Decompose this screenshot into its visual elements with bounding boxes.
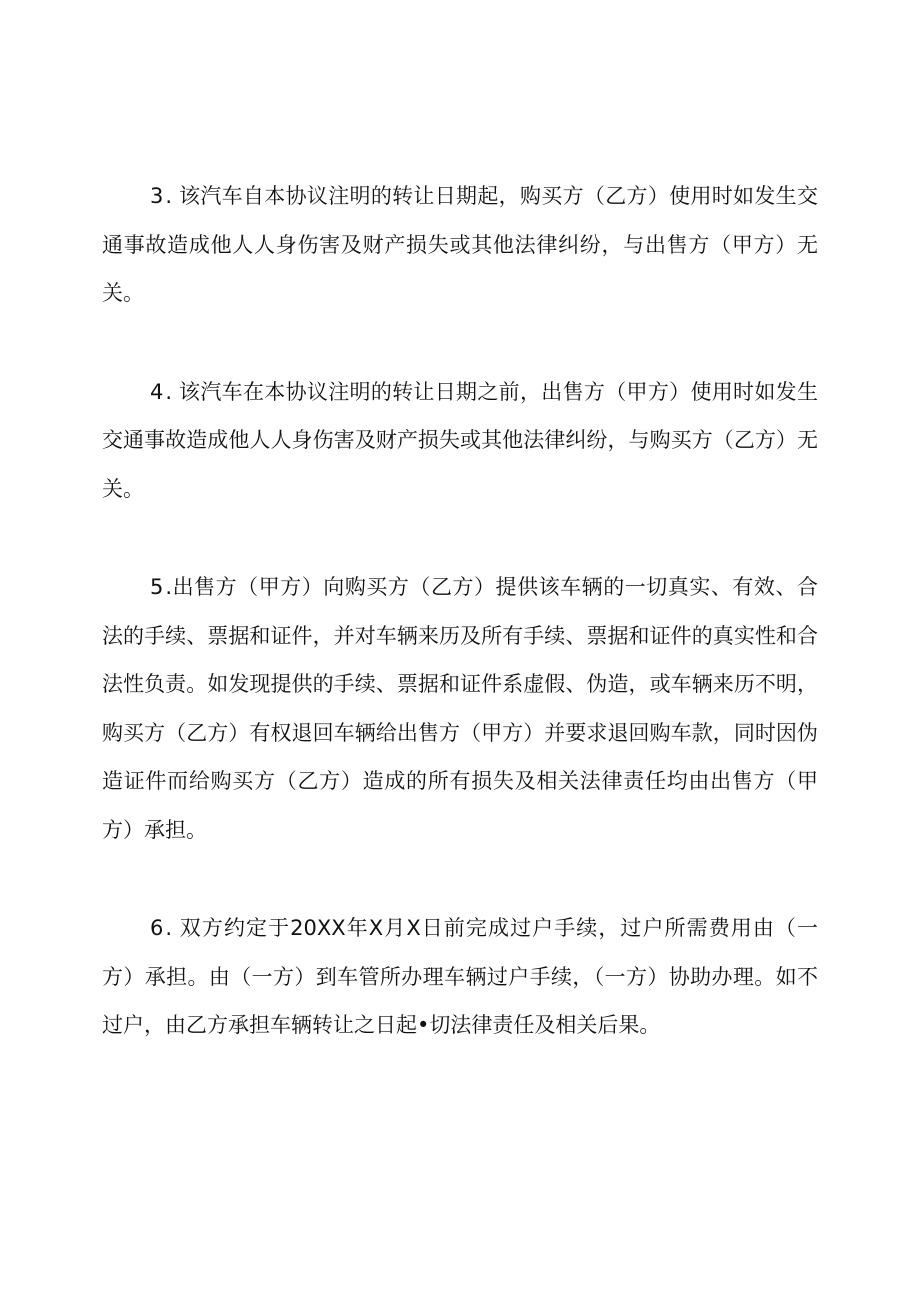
clause-5 <box>102 563 818 854</box>
document-body <box>102 172 818 1100</box>
clause-number: 3 <box>150 184 166 208</box>
clause-text: . 双方约定于20XX年X月X日前完成过户手续，过户所需费用由（一方）承担。由（一方）到车管所办理车辆过户手续，（一方）协助办理。如不过户，由乙方承担车辆转让之日起•切法律责任及相关后果。 <box>102 916 818 1037</box>
clause-text: .出售方（甲方）向购买方（乙方）提供该车辆的一切真实、有效、合法的手续、票据和证件，并对车辆来历及所有手续、票据和证件的真实性和合法性负责。如发现提供的手续、票据和证件系虚假、伪造，或车辆来历不明，购买方（乙方）有权退回车辆给出售方（甲方）并要求退回购车款，同时因伪造证件而给购买方（乙方）造成的所有损失及相关法律责任均由出售方（甲方）承担。 <box>102 575 818 842</box>
clause-number: 5 <box>150 575 166 599</box>
clause-6 <box>102 904 818 1050</box>
clause-number: 4 <box>150 379 166 404</box>
clause-number: 6 <box>150 916 166 940</box>
clause-text: . 该汽车自本协议注明的转让日期起，购买方（乙方）使用时如发生交通事故造成他人人身伤害及财产损失或其他法律纠纷，与出售方（甲方）无关。 <box>102 184 818 305</box>
clause-4 <box>102 368 818 514</box>
clause-text: . 该汽车在本协议注明的转让日期之前，出售方（甲方）使用时如发生交通事故造成他人人身伤害及财产损失或其他法律纠纷，与购买方（乙方）无关。 <box>102 379 818 501</box>
clause-3 <box>102 172 818 318</box>
